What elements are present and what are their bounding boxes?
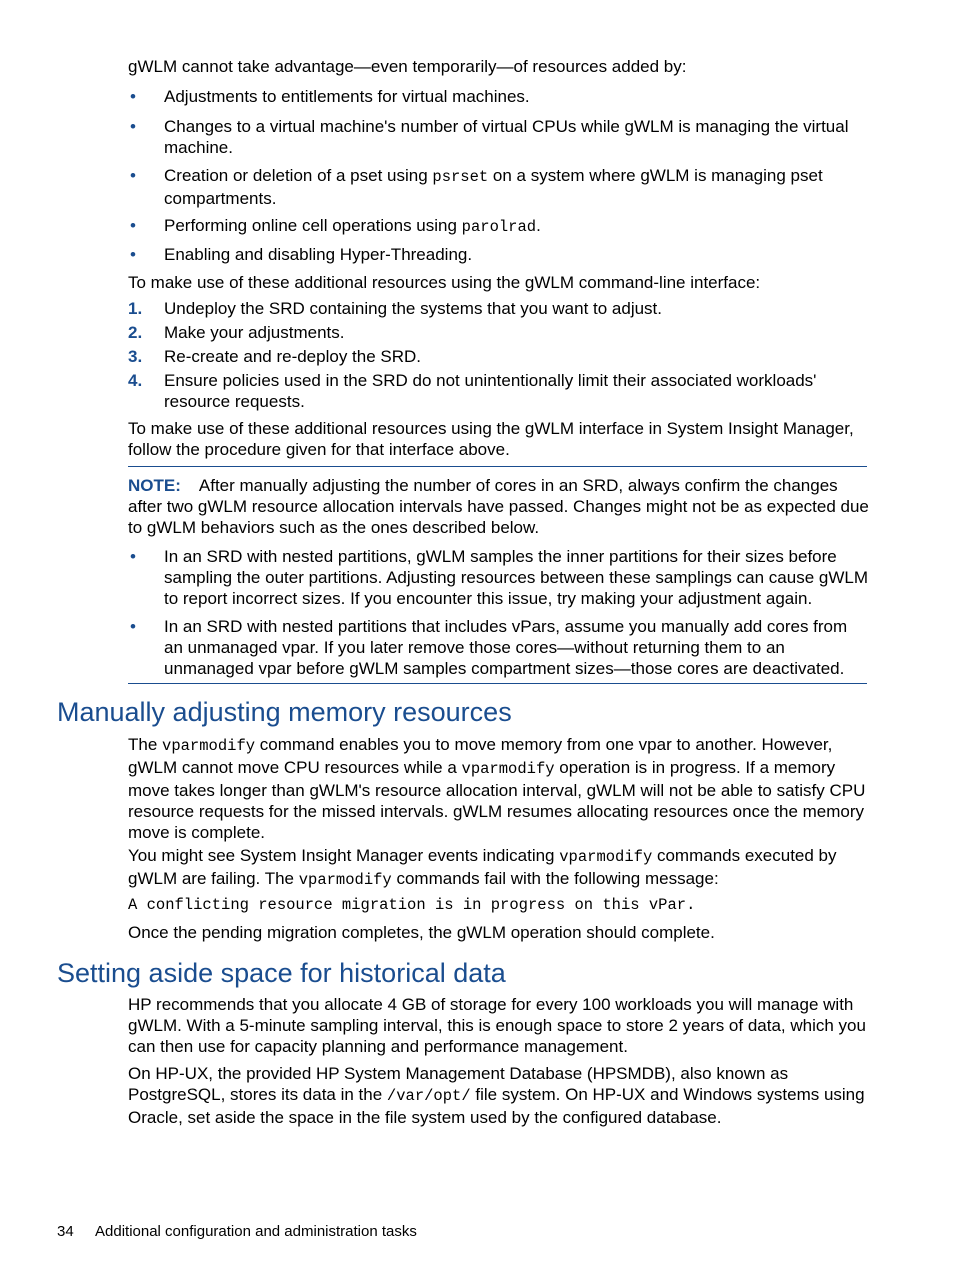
step-text: Ensure policies used in the SRD do not unintentionally limit their associated workloads' resource requests. bbox=[164, 371, 817, 411]
paragraph-text: commands fail with the following message: bbox=[391, 869, 719, 888]
code-var-opt: /var/opt/ bbox=[386, 1087, 471, 1105]
memory-paragraph-2 bbox=[128, 845, 870, 891]
list-item-text: Adjustments to entitlements for virtual machines. bbox=[164, 87, 530, 106]
list-item-text: Changes to a virtual machine's number of virtual CPUs while gWLM is managing the virtual machine. bbox=[164, 117, 849, 157]
resource-bullet-list-5 bbox=[128, 244, 870, 265]
list-item bbox=[128, 616, 870, 679]
note-text: After manually adjusting the number of cores in an SRD, always confirm the changes after two gWLM resource allocation intervals have passed. Changes might not be as expected due to gWLM behaviors such as the ones described below. bbox=[128, 476, 869, 537]
code-vparmodify: vparmodify bbox=[461, 760, 555, 778]
list-item bbox=[128, 546, 870, 609]
steps-list bbox=[128, 298, 870, 412]
step-number: 4. bbox=[128, 371, 143, 390]
paragraph-text: operation is in progress. If a memory move takes longer than gWLM's resource allocation interval, gWLM will not be able to satisfy CPU resource requests for the missed intervals. gWLM resumes allocating resources once the memory move is complete. bbox=[128, 758, 866, 842]
step-item bbox=[128, 298, 870, 319]
paragraph-text: You might see System Insight Manager events indicating bbox=[128, 846, 560, 865]
paragraph-text: HP recommends that you allocate 4 GB of storage for every 100 workloads you will manage with gWLM. With a 5-minute sampling interval, this is enough space to store 2 years of data, which you can then use for capacity planning and performance management. bbox=[128, 995, 866, 1056]
code-vparmodify: vparmodify bbox=[559, 848, 653, 866]
page-footer bbox=[57, 1222, 417, 1242]
step-number: 3. bbox=[128, 347, 143, 366]
step-number: 1. bbox=[128, 299, 143, 318]
list-item-text: Creation or deletion of a pset using bbox=[164, 166, 433, 185]
note-bullet-list-2 bbox=[128, 616, 870, 679]
bullet-icon: • bbox=[130, 87, 136, 106]
paragraph-text: The bbox=[128, 735, 163, 754]
step-text: Undeploy the SRD containing the systems that you want to adjust. bbox=[164, 299, 662, 318]
page-number: 34 bbox=[57, 1223, 74, 1240]
list-item bbox=[128, 86, 870, 107]
list-item-text: In an SRD with nested partitions, gWLM samples the inner partitions for their sizes before sampling the outer partitions. Adjusting resources between these samplings can cause gWLM to report incorrect sizes. If you encounter this issue, try making your adjustment again. bbox=[164, 547, 868, 608]
list-item bbox=[128, 244, 870, 265]
sim-paragraph bbox=[128, 418, 870, 460]
list-item bbox=[128, 116, 870, 158]
intro-text: gWLM cannot take advantage—even temporarily—of resources added by: bbox=[128, 57, 687, 76]
section-heading-memory: Manually adjusting memory resources bbox=[57, 697, 512, 727]
note-label: NOTE: bbox=[128, 476, 181, 495]
memory-paragraph-1 bbox=[128, 734, 870, 843]
bullet-icon: • bbox=[130, 166, 136, 185]
historical-paragraph-1 bbox=[128, 994, 870, 1057]
footer-chapter-title: Additional configuration and administration tasks bbox=[95, 1223, 417, 1240]
step-text: Re-create and re-deploy the SRD. bbox=[164, 347, 422, 366]
error-message-code: A conflicting resource migration is in progress on this vPar. bbox=[128, 896, 696, 914]
step-text: Make your adjustments. bbox=[164, 323, 345, 342]
bullet-icon: • bbox=[130, 245, 136, 264]
resource-bullet-list-2 bbox=[128, 116, 870, 158]
code-parolrad: parolrad bbox=[461, 218, 537, 236]
section-heading-historical: Setting aside space for historical data bbox=[57, 958, 506, 988]
resource-bullet-list-3 bbox=[128, 165, 870, 209]
note-bullet-list bbox=[128, 546, 870, 609]
code-psrset: psrset bbox=[432, 168, 489, 186]
bullet-icon: • bbox=[130, 617, 136, 636]
paragraph-text: file system. On HP-UX and Windows systems using Oracle, set aside the space in the file system used by the configured database. bbox=[128, 1085, 865, 1127]
bullet-icon: • bbox=[130, 117, 136, 136]
step-item bbox=[128, 370, 870, 412]
list-item bbox=[128, 165, 870, 209]
memory-paragraph-3 bbox=[128, 922, 870, 943]
list-item-text: Performing online cell operations using bbox=[164, 216, 462, 235]
note-top-divider bbox=[128, 466, 867, 467]
list-item-text: on a system where gWLM is managing pset compartments. bbox=[164, 166, 823, 208]
code-vparmodify: vparmodify bbox=[162, 737, 256, 755]
note-paragraph bbox=[128, 475, 870, 538]
cli-intro-paragraph bbox=[128, 272, 870, 293]
paragraph-text: command enables you to move memory from one vpar to another. However, gWLM cannot move CPU resources while a bbox=[128, 735, 833, 777]
list-item-text: In an SRD with nested partitions that includes vPars, assume you manually add cores from an unmanaged vpar. If you later remove those cores—without returning them to an unmanaged vpar before gWLM samples compartment sizes—those cores are deactivated. bbox=[164, 617, 848, 678]
paragraph-text: commands executed by gWLM are failing. The bbox=[128, 846, 837, 888]
sim-text: To make use of these additional resources using the gWLM interface in System Insight Manager, follow the procedure given for that interface above. bbox=[128, 419, 854, 459]
code-vparmodify: vparmodify bbox=[298, 871, 392, 889]
resource-bullet-list bbox=[128, 86, 870, 107]
intro-paragraph bbox=[128, 56, 870, 77]
resource-bullet-list-4 bbox=[128, 215, 870, 238]
step-item bbox=[128, 346, 870, 367]
cli-intro-text: To make use of these additional resources using the gWLM command-line interface: bbox=[128, 273, 761, 292]
historical-paragraph-2 bbox=[128, 1063, 870, 1128]
step-number: 2. bbox=[128, 323, 143, 342]
list-item-text: . bbox=[536, 216, 541, 235]
list-item-text: Enabling and disabling Hyper-Threading. bbox=[164, 245, 473, 264]
bullet-icon: • bbox=[130, 547, 136, 566]
note-bottom-divider bbox=[128, 683, 867, 684]
paragraph-text: On HP-UX, the provided HP System Management Database (HPSMDB), also known as PostgreSQL, stores its data in the bbox=[128, 1064, 789, 1104]
bullet-icon: • bbox=[130, 216, 136, 235]
step-item bbox=[128, 322, 870, 343]
paragraph-text: Once the pending migration completes, the gWLM operation should complete. bbox=[128, 923, 715, 942]
list-item bbox=[128, 215, 870, 238]
